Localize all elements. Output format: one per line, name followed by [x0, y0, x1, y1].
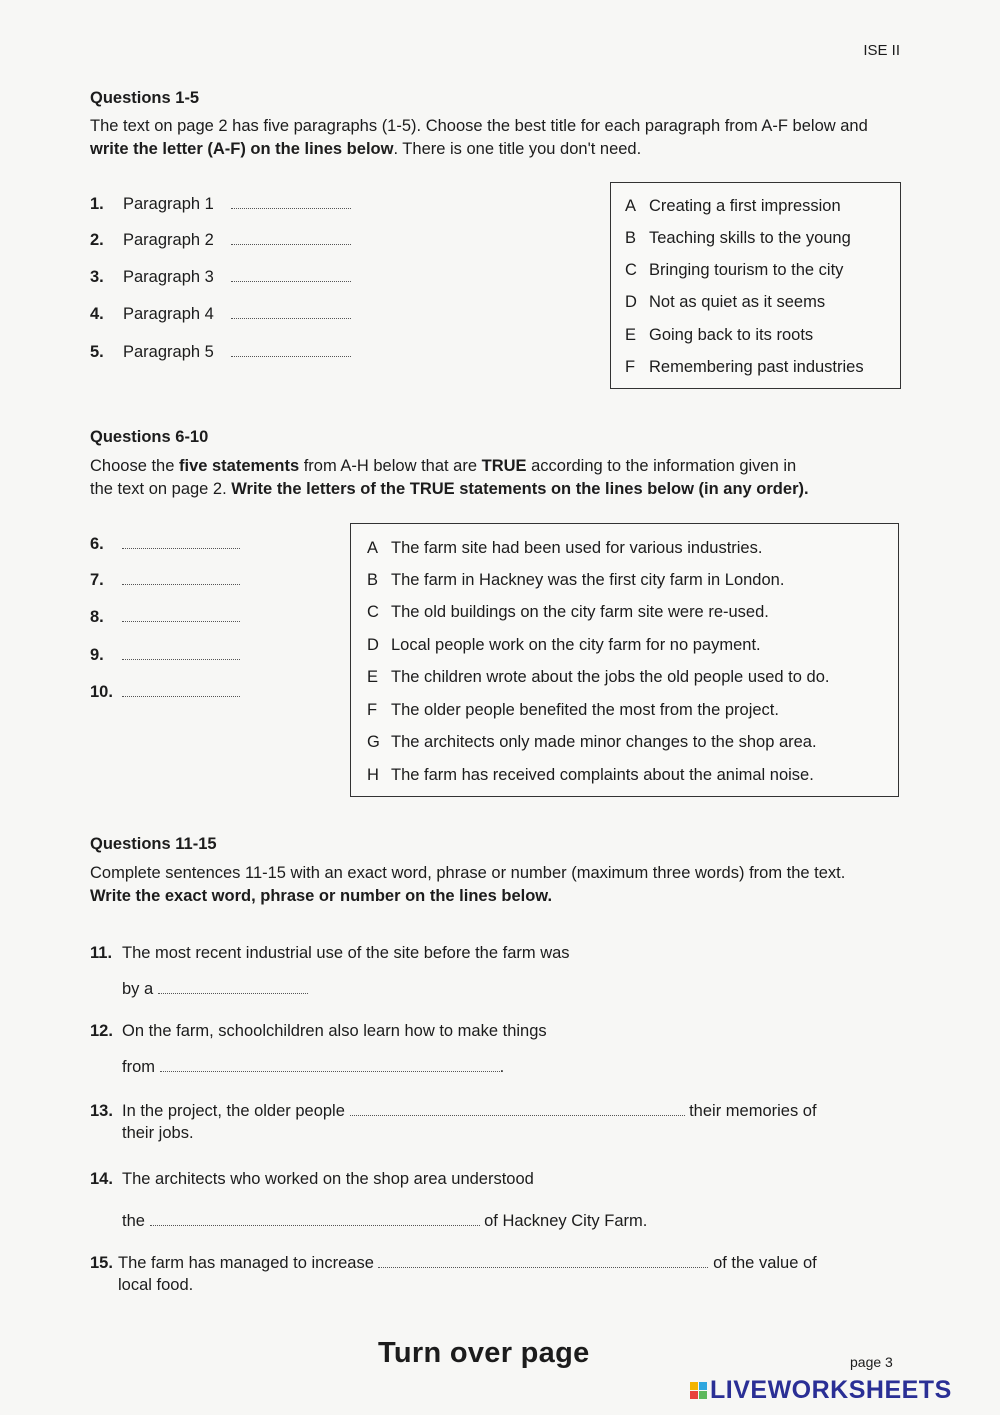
statement-f: F The older people benefited the most from the project.: [367, 701, 779, 719]
answer-line-11[interactable]: [158, 992, 308, 994]
row-label: Paragraph 4: [123, 305, 214, 323]
title-option-b: B Teaching skills to the young: [625, 229, 851, 247]
statement-a: A The farm site had been used for various industries.: [367, 539, 763, 557]
paragraph-row-2: [90, 231, 390, 250]
answer-line-13[interactable]: [350, 1114, 685, 1116]
statement-row-9: 9.: [90, 646, 240, 665]
liveworksheets-logo-icon: [690, 1382, 707, 1399]
exam-label: ISE II: [863, 42, 900, 59]
row-label: Paragraph 5: [123, 343, 214, 361]
turn-over-text: Turn over page: [378, 1337, 590, 1369]
row-number: 5.: [90, 343, 104, 361]
question-12: 12. On the farm, schoolchildren also learn how to make things from .: [90, 1022, 547, 1076]
answer-line-9[interactable]: [122, 658, 240, 660]
titles-box: [610, 182, 901, 389]
statement-g: G The architects only made minor changes to the shop area.: [367, 733, 817, 751]
paragraph-row-5: [90, 343, 390, 362]
section2-heading: Questions 6-10: [90, 428, 209, 446]
answer-line-7[interactable]: [122, 583, 240, 585]
answer-line-8[interactable]: [122, 620, 240, 622]
question-14: 14. The architects who worked on the shop area understood the of Hackney City Farm.: [90, 1170, 648, 1230]
row-label: Paragraph 2: [123, 231, 214, 249]
title-option-a: A Creating a first impression: [625, 197, 841, 215]
liveworksheets-logo: [690, 1376, 952, 1405]
answer-line-6[interactable]: [122, 547, 240, 549]
statement-d: D Local people work on the city farm for no payment.: [367, 636, 761, 654]
question-15: 15. The farm has managed to increase of the value of local food.: [90, 1254, 817, 1294]
statement-row-10: 10.: [90, 683, 240, 702]
answer-line-1[interactable]: [231, 207, 351, 209]
title-option-c: C Bringing tourism to the city: [625, 261, 844, 279]
answer-line-5[interactable]: [231, 355, 351, 357]
row-label: Paragraph 1: [123, 195, 214, 213]
title-option-e: E Going back to its roots: [625, 326, 814, 344]
section2-instruction: Choose the five statements from A-H below that are TRUE according to the information given in the text on page 2. Write the letters of the TRUE statements on the lines below (in any order).: [90, 457, 809, 498]
answer-line-10[interactable]: [122, 695, 240, 697]
answer-line-14[interactable]: [150, 1224, 480, 1226]
statement-row-8: 8.: [90, 608, 240, 627]
logo-text: LIVEWORKSHEETS: [710, 1376, 952, 1404]
paragraph-row-1: [90, 195, 390, 214]
page-number: page 3: [850, 1354, 893, 1370]
answer-line-12[interactable]: [160, 1070, 500, 1072]
row-label: Paragraph 3: [123, 268, 214, 286]
row-number: 4.: [90, 305, 104, 323]
section3-instruction: Complete sentences 11-15 with an exact word, phrase or number (maximum three words) from the text. Write the exact word, phrase or number on the lines below.: [90, 864, 846, 905]
paragraph-row-4: [90, 305, 390, 324]
section1-heading: Questions 1-5: [90, 89, 200, 107]
answer-line-4[interactable]: [231, 317, 351, 319]
row-number: 3.: [90, 268, 104, 286]
question-13: 13. In the project, the older people their memories of their jobs.: [90, 1102, 817, 1142]
row-number: 2.: [90, 231, 104, 249]
statement-e: E The children wrote about the jobs the old people used to do.: [367, 668, 830, 686]
statement-row-7: 7.: [90, 571, 240, 590]
title-option-f: F Remembering past industries: [625, 358, 864, 376]
question-11: 11. The most recent industrial use of the site before the farm was by a: [90, 944, 570, 998]
answer-line-15[interactable]: [378, 1266, 708, 1268]
title-option-d: D Not as quiet as it seems: [625, 293, 826, 311]
row-number: 1.: [90, 195, 104, 213]
statements-box: [350, 523, 899, 797]
paragraph-row-3: [90, 268, 390, 287]
statement-c: C The old buildings on the city farm site were re-used.: [367, 603, 769, 621]
statement-h: H The farm has received complaints about the animal noise.: [367, 766, 814, 784]
statement-b: B The farm in Hackney was the first city farm in London.: [367, 571, 785, 589]
section1-instruction: The text on page 2 has five paragraphs (1-5). Choose the best title for each paragraph from A-F below and write the letter (A-F) on the lines below. There is one title you don't need.: [90, 117, 868, 158]
section3-heading: Questions 11-15: [90, 835, 217, 853]
answer-line-3[interactable]: [231, 280, 351, 282]
statement-row-6: 6.: [90, 535, 240, 554]
answer-line-2[interactable]: [231, 243, 351, 245]
